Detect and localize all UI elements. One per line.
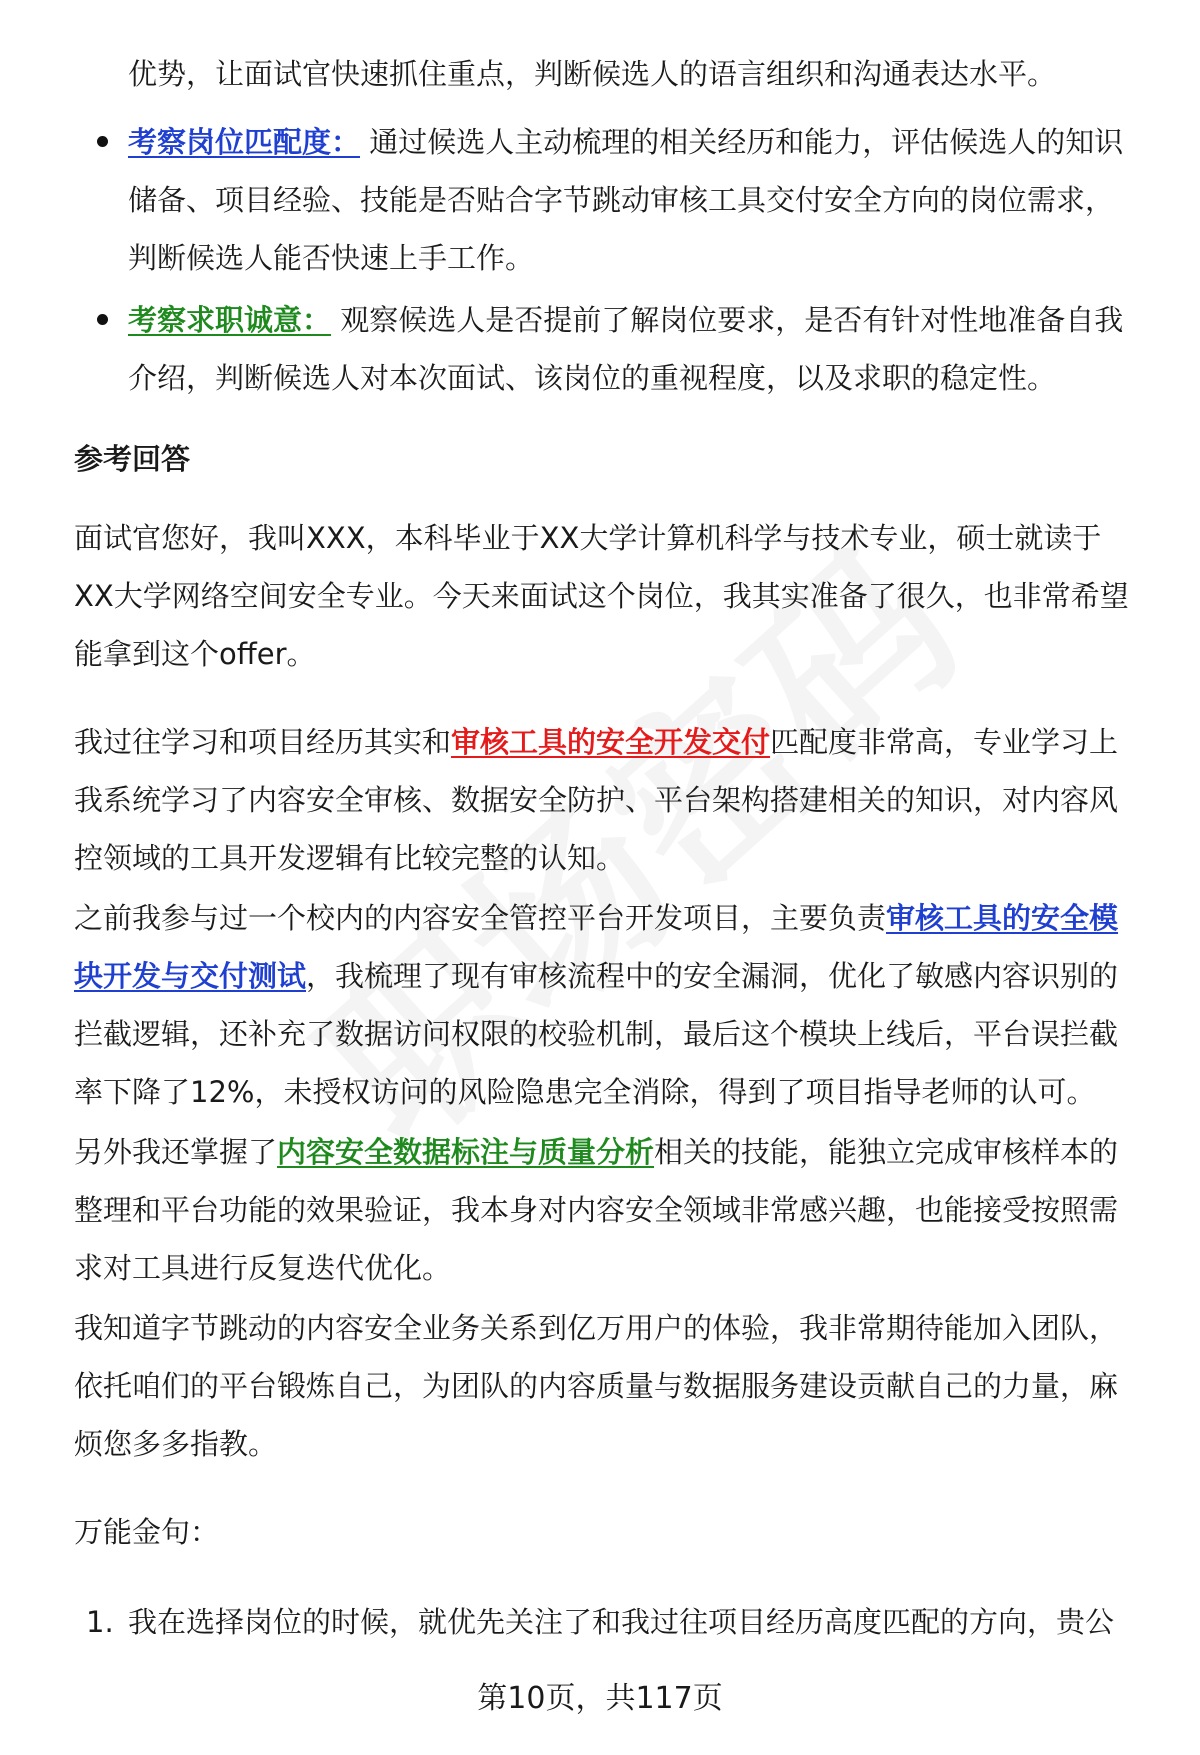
paragraph-5-line2: 依托咱们的平台锻炼自己，为团队的内容质量与数据服务建设贡献自己的力量，麻: [74, 1369, 1119, 1403]
text-segment: ，我梳理了现有审核流程中的安全漏洞，优化了敏感内容识别的: [306, 959, 1119, 993]
bullet-item-1-line3: 判断候选人能否快速上手工作。: [128, 241, 535, 275]
highlight-blue: 块开发与交付测试: [74, 959, 307, 993]
paragraph-3-line4: 率下降了12%，未授权访问的风险隐患完全消除，得到了项目指导老师的认可。: [74, 1075, 1096, 1109]
paragraph-1-line1: 面试官您好，我叫XXX，本科毕业于XX大学计算机科学与技术专业，硕士就读于: [74, 521, 1102, 555]
page-footer: 第10页，共117页: [477, 1681, 723, 1716]
highlight-green: 内容安全数据标注与质量分析: [277, 1135, 655, 1169]
paragraph-3-line3: 拦截逻辑，还补充了数据访问权限的校验机制，最后这个模块上线后，平台误拦截: [74, 1017, 1119, 1051]
bullet-label-position-match: 考察岗位匹配度：: [128, 125, 361, 159]
numbered-item-1-number: 1.: [86, 1605, 114, 1639]
section-heading-golden: 万能金句：: [74, 1515, 220, 1549]
paragraph-2-line2: 我系统学习了内容安全审核、数据安全防护、平台架构搭建相关的知识，对内容风: [74, 783, 1119, 817]
highlight-red: 审核工具的安全开发交付: [451, 725, 771, 759]
bullet-text: 通过候选人主动梳理的相关经历和能力，评估候选人的知识: [369, 125, 1124, 159]
bullet-item-2-line1: [128, 298, 1123, 342]
text-segment: 匹配度非常高，专业学习上: [770, 725, 1119, 759]
paragraph-3-line2: [74, 954, 1118, 998]
highlight-blue: 审核工具的安全模: [886, 901, 1119, 935]
bullet-item-1-line2: 储备、项目经验、技能是否贴合字节跳动审核工具交付安全方向的岗位需求，: [128, 183, 1115, 217]
numbered-item-1-line1: 我在选择岗位的时候，就优先关注了和我过往项目经历高度匹配的方向，贵公: [128, 1605, 1115, 1639]
bullet-dot-icon: [97, 136, 108, 147]
bullet-label-sincerity: 考察求职诚意：: [128, 303, 332, 337]
bullet-carry-line: 优势，让面试官快速抓住重点，判断候选人的语言组织和沟通表达水平。: [128, 57, 1057, 91]
bullet-item-2-line2: 介绍，判断候选人对本次面试、该岗位的重视程度，以及求职的稳定性。: [128, 361, 1057, 395]
paragraph-4-line1: [74, 1130, 1118, 1174]
paragraph-1-line3: 能拿到这个offer。: [74, 637, 316, 671]
paragraph-4-line2: 整理和平台功能的效果验证，我本身对内容安全领域非常感兴趣，也能接受按照需: [74, 1193, 1119, 1227]
bullet-text: 观察候选人是否提前了解岗位要求，是否有针对性地准备自我: [340, 303, 1124, 337]
bullet-item-1-line1: [128, 120, 1123, 164]
text-segment: 相关的技能，能独立完成审核样本的: [654, 1135, 1119, 1169]
paragraph-5-line3: 烦您多多指教。: [74, 1427, 278, 1461]
paragraph-5-line1: 我知道字节跳动的内容安全业务关系到亿万用户的体验，我非常期待能加入团队，: [74, 1311, 1119, 1345]
text-segment: 另外我还掌握了: [74, 1135, 278, 1169]
text-segment: 我过往学习和项目经历其实和: [74, 725, 452, 759]
paragraph-3-line1: [74, 896, 1118, 940]
paragraph-4-line3: 求对工具进行反复迭代优化。: [74, 1251, 452, 1285]
paragraph-1-line2: XX大学网络空间安全专业。今天来面试这个岗位，我其实准备了很久，也非常希望: [74, 579, 1129, 613]
text-segment: 之前我参与过一个校内的内容安全管控平台开发项目，主要负责: [74, 901, 887, 935]
paragraph-2-line3: 控领域的工具开发逻辑有比较完整的认知。: [74, 841, 626, 875]
section-heading-reference: 参考回答: [74, 442, 191, 476]
bullet-dot-icon: [97, 314, 108, 325]
paragraph-2-line1: [74, 720, 1118, 764]
